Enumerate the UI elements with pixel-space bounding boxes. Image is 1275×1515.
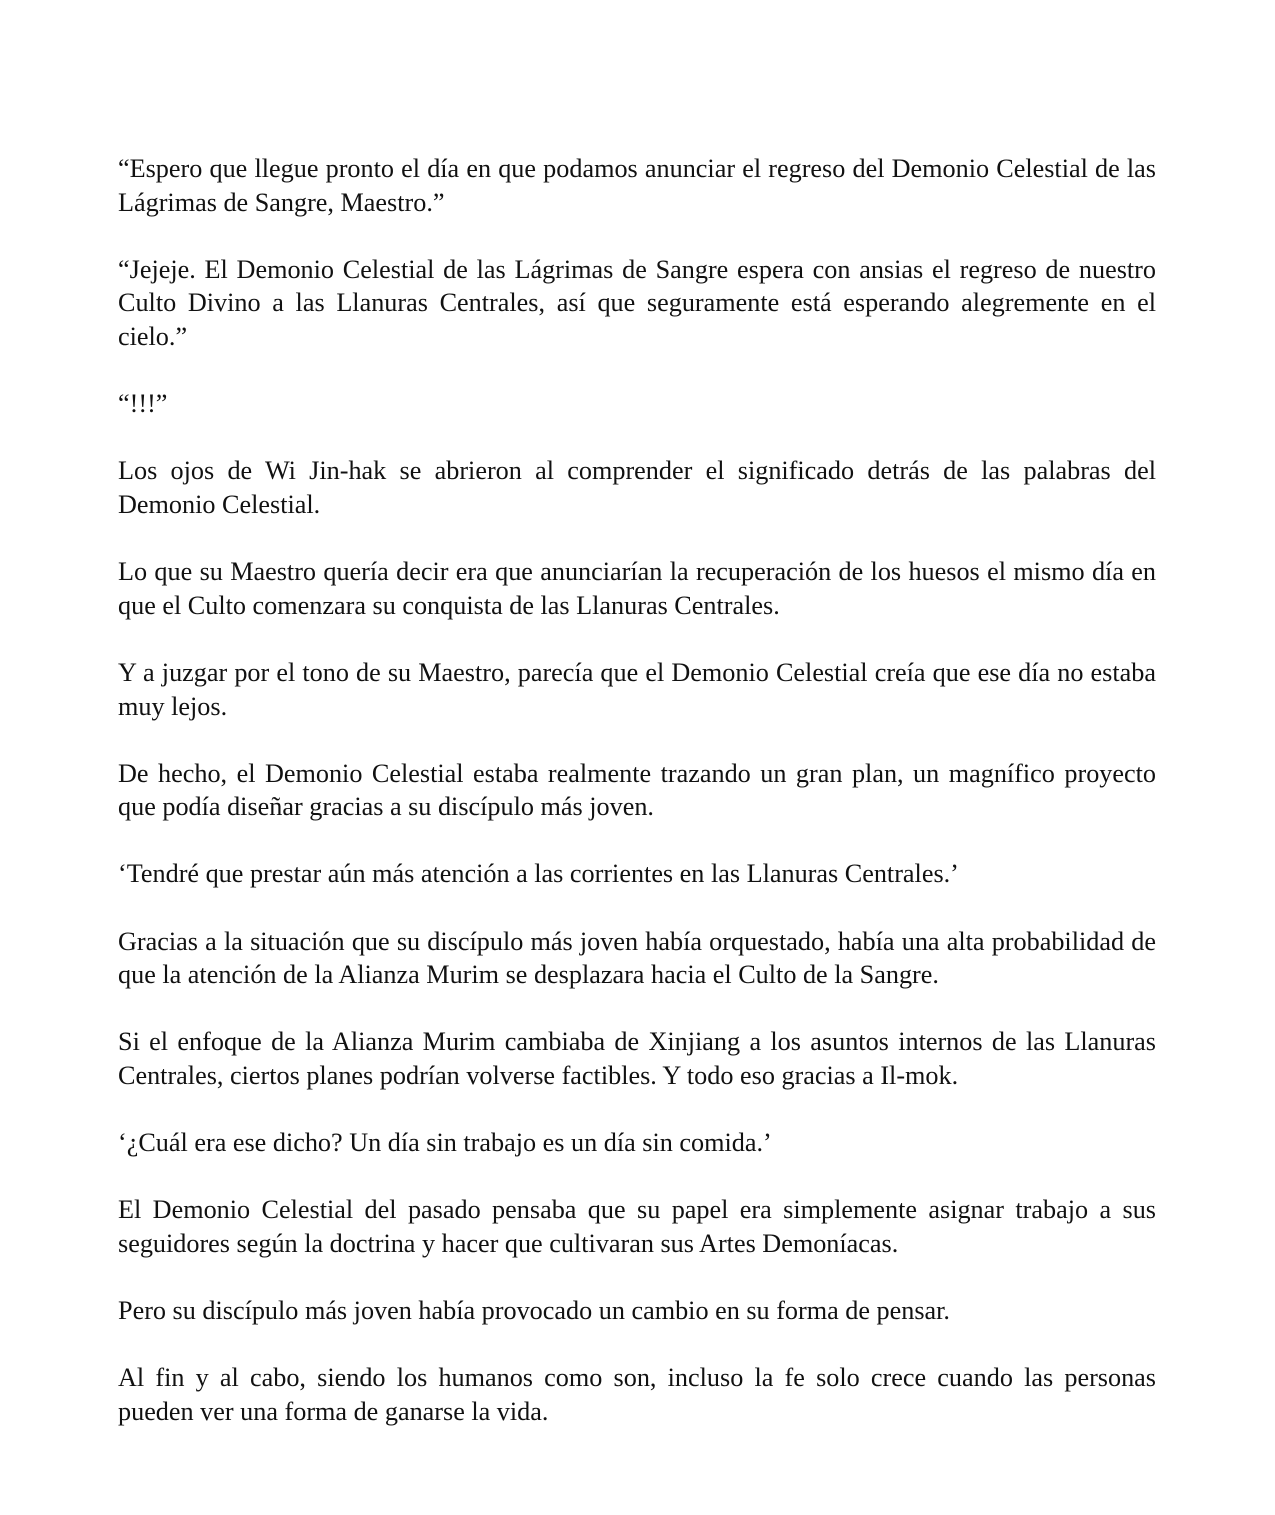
paragraph-10: Si el enfoque de la Alianza Murim cambiaba de Xinjiang a los asuntos internos de las Llanuras Centrales, ciertos planes podrían volverse factibles. Y todo eso gracias a Il-mok. — [118, 1027, 1156, 1091]
paragraph-4: Los ojos de Wi Jin-hak se abrieron al comprender el significado detrás de las palabras del Demonio Celestial. — [118, 456, 1156, 519]
paragraph-7: De hecho, el Demonio Celestial estaba realmente trazando un gran plan, un magnífico proyecto que podía diseñar gracias a su discípulo más joven. — [118, 758, 1156, 822]
paragraph-12: El Demonio Celestial del pasado pensaba que su papel era simplemente asignar trabajo a sus seguidores según la doctrina y hacer que cultivaran sus Artes Demoníacas. — [118, 1195, 1156, 1258]
paragraph-14: Al fin y al cabo, siendo los humanos como son, incluso la fe solo crece cuando las personas pueden ver una forma de ganarse la vida. — [118, 1363, 1156, 1426]
paragraph-3: “!!!” — [118, 389, 168, 419]
paragraph-8: ‘Tendré que prestar aún más atención a las corrientes en las Llanuras Centrales.’ — [118, 859, 959, 889]
paragraph-13: Pero su discípulo más joven había provocado un cambio en su forma de pensar. — [118, 1296, 950, 1326]
paragraph-11: ‘¿Cuál era ese dicho? Un día sin trabajo es un día sin comida.’ — [118, 1128, 772, 1158]
paragraph-5: Lo que su Maestro quería decir era que anunciarían la recuperación de los huesos el mismo día en que el Culto comenzara su conquista de las Llanuras Centrales. — [118, 557, 1156, 620]
paragraph-1: “Espero que llegue pronto el día en que podamos anunciar el regreso del Demonio Celestial de las Lágrimas de Sangre, Maestro.” — [118, 154, 1156, 217]
paragraph-9: Gracias a la situación que su discípulo más joven había orquestado, había una alta probabilidad de que la atención de la Alianza Murim se desplazara hacia el Culto de la Sangre. — [118, 926, 1156, 990]
paragraph-2: “Jejeje. El Demonio Celestial de las Lágrimas de Sangre espera con ansias el regreso de nuestro Culto Divino a las Llanuras Centrales, así que seguramente está esperando alegremente en el cielo.” — [118, 254, 1156, 351]
paragraph-6: Y a juzgar por el tono de su Maestro, parecía que el Demonio Celestial creía que ese día no estaba muy lejos. — [118, 657, 1156, 721]
document-body — [118, 152, 1156, 1429]
